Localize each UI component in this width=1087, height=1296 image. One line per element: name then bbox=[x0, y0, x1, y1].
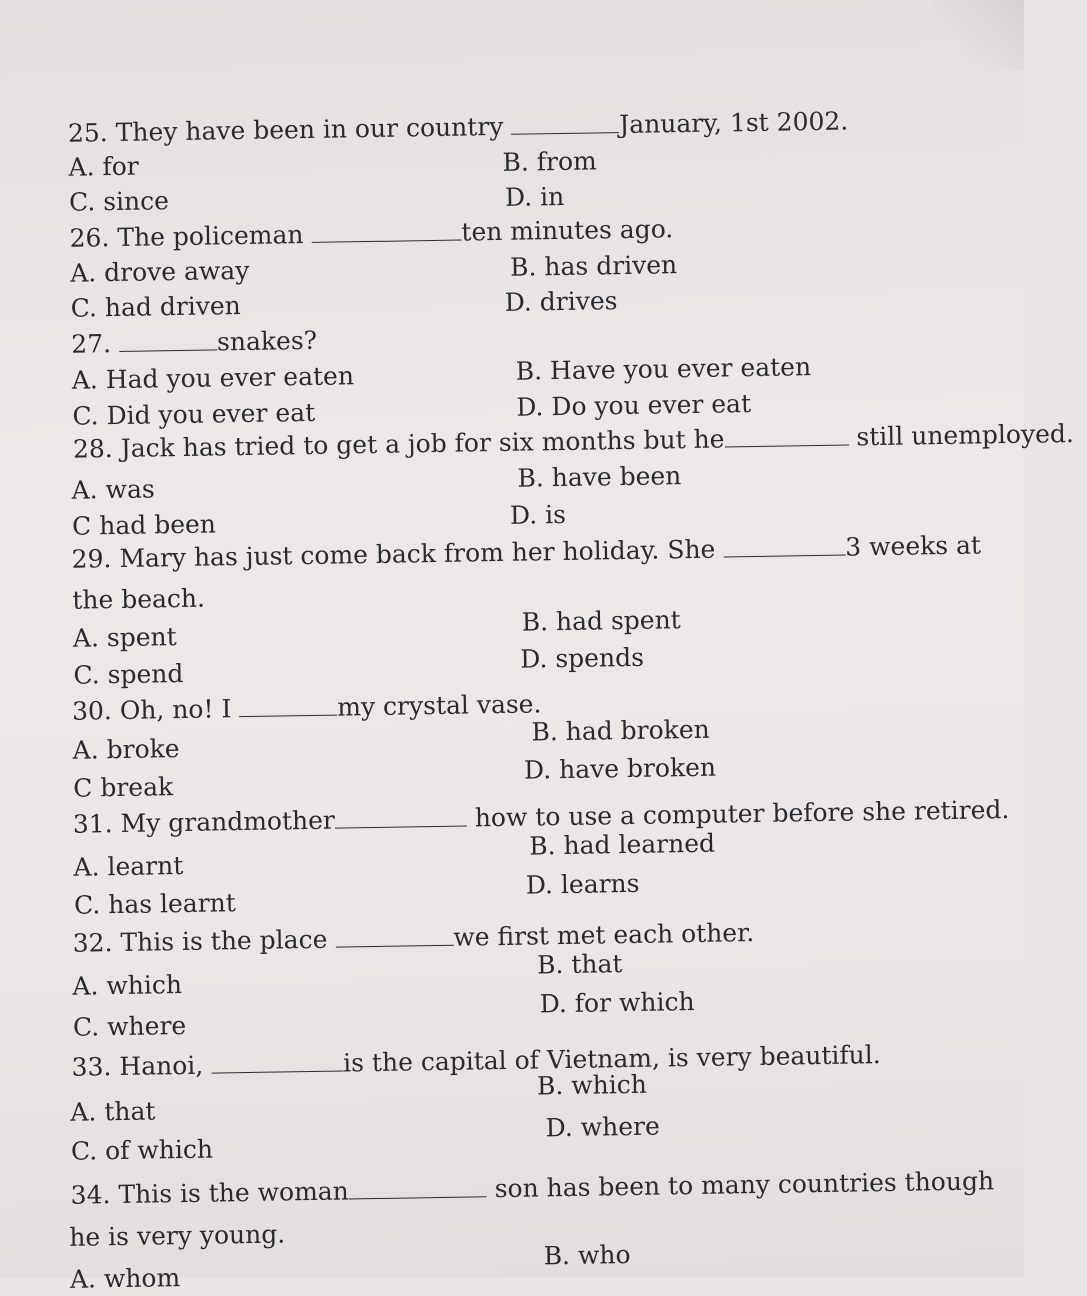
answer-blank[interactable] bbox=[724, 423, 848, 448]
option-d[interactable]: D. spends bbox=[520, 642, 645, 674]
option-a[interactable]: A. whom bbox=[69, 1263, 181, 1294]
option-a[interactable]: A. which bbox=[72, 970, 183, 1001]
question-32 bbox=[72, 918, 754, 959]
option-a[interactable]: A. for bbox=[68, 151, 139, 182]
question-25 bbox=[68, 106, 849, 148]
option-d[interactable]: D. have broken bbox=[523, 752, 717, 785]
option-c[interactable]: C had been bbox=[71, 509, 217, 541]
question-text-after: son has been to many countries though bbox=[494, 1166, 995, 1204]
option-b[interactable]: B. from bbox=[502, 146, 597, 177]
option-a[interactable]: A. drove away bbox=[69, 255, 250, 288]
option-d[interactable]: D. learns bbox=[525, 868, 640, 900]
option-c[interactable]: C. spend bbox=[73, 658, 184, 690]
answer-blank[interactable] bbox=[119, 327, 217, 352]
question-number: 30. bbox=[71, 696, 113, 726]
question-text-after: January, 1st 2002. bbox=[619, 106, 849, 140]
question-text-after: snakes? bbox=[216, 325, 318, 357]
question-text-before: Hanoi, bbox=[119, 1050, 204, 1082]
option-b[interactable]: B. had spent bbox=[521, 605, 681, 637]
answer-blank[interactable] bbox=[335, 804, 467, 829]
question-text-after: ten minutes ago. bbox=[461, 214, 674, 247]
question-text-before: Jack has tried to get a job for six months but he bbox=[120, 424, 725, 463]
question-number: 26. bbox=[69, 223, 110, 253]
option-b[interactable]: B. had learned bbox=[529, 828, 716, 861]
answer-blank[interactable] bbox=[349, 1174, 487, 1199]
answer-blank[interactable] bbox=[335, 923, 453, 948]
question-text-before: My grandmother bbox=[120, 805, 336, 838]
question-34 bbox=[70, 1166, 994, 1211]
question-33 bbox=[71, 1040, 881, 1083]
question-text-after: how to use a computer before she retired. bbox=[474, 795, 1010, 833]
option-b[interactable]: B. that bbox=[536, 949, 623, 980]
question-26 bbox=[69, 214, 673, 253]
question-text-before: This is the place bbox=[120, 924, 328, 957]
answer-blank[interactable] bbox=[211, 1049, 343, 1074]
option-c[interactable]: C. where bbox=[72, 1010, 187, 1042]
option-c[interactable]: C break bbox=[73, 772, 174, 803]
question-27 bbox=[71, 326, 317, 360]
option-a[interactable]: A. was bbox=[71, 474, 155, 505]
option-d[interactable]: D. is bbox=[509, 499, 567, 530]
option-a[interactable]: A. broke bbox=[72, 734, 180, 765]
question-text-before: This is the woman bbox=[118, 1176, 350, 1210]
option-a[interactable]: A. spent bbox=[72, 622, 177, 653]
option-a[interactable]: A. that bbox=[70, 1096, 156, 1127]
question-text-after: 3 weeks at bbox=[845, 530, 982, 562]
option-b[interactable]: B. has driven bbox=[509, 250, 678, 282]
option-a[interactable]: A. Had you ever eaten bbox=[71, 361, 355, 395]
option-d[interactable]: D. in bbox=[504, 181, 565, 212]
answer-blank[interactable] bbox=[311, 218, 461, 243]
option-c[interactable]: C. has learnt bbox=[73, 888, 237, 920]
question-number: 29. bbox=[71, 544, 112, 574]
question-text-after: we first met each other. bbox=[453, 918, 755, 952]
option-b[interactable]: B. had broken bbox=[531, 714, 710, 747]
question-30 bbox=[72, 689, 542, 726]
question-number: 32. bbox=[72, 928, 113, 958]
option-d[interactable]: D. where bbox=[545, 1111, 660, 1143]
question-number: 27. bbox=[71, 329, 112, 359]
question-text-after: my crystal vase. bbox=[337, 689, 542, 722]
question-number: 25. bbox=[67, 118, 108, 148]
question-text-after: is the capital of Vietnam, is very beautiful. bbox=[342, 1040, 881, 1078]
question-29-continuation: the beach. bbox=[72, 583, 206, 615]
question-text-before: They have been in our country bbox=[115, 111, 504, 147]
question-number: 33. bbox=[71, 1052, 112, 1082]
option-c[interactable]: C. Did you ever eat bbox=[72, 397, 316, 431]
question-number: 34. bbox=[70, 1180, 111, 1210]
question-text-before: Oh, no! I bbox=[119, 694, 232, 725]
option-b[interactable]: B. which bbox=[536, 1069, 648, 1101]
option-d[interactable]: D. for which bbox=[539, 986, 695, 1019]
answer-blank[interactable] bbox=[239, 693, 337, 718]
option-a[interactable]: A. learnt bbox=[73, 851, 184, 882]
option-c[interactable]: C. had driven bbox=[70, 291, 242, 323]
question-text-after: still unemployed. bbox=[856, 418, 1075, 452]
question-34-continuation: he is very young. bbox=[69, 1219, 286, 1252]
answer-blank[interactable] bbox=[511, 110, 619, 135]
option-c[interactable]: C. of which bbox=[70, 1134, 214, 1166]
answer-blank[interactable] bbox=[723, 533, 845, 558]
option-b[interactable]: B. who bbox=[543, 1240, 631, 1271]
option-d[interactable]: D. Do you ever eat bbox=[516, 389, 752, 422]
question-number: 28. bbox=[72, 434, 113, 464]
option-d[interactable]: D. drives bbox=[504, 286, 618, 317]
option-b[interactable]: B. have been bbox=[517, 461, 682, 493]
question-text-before: Mary has just come back from her holiday. She bbox=[119, 534, 716, 573]
question-number: 31. bbox=[72, 809, 113, 839]
option-b[interactable]: B. Have you ever eaten bbox=[515, 352, 812, 386]
question-text-before: The policeman bbox=[117, 220, 304, 252]
option-c[interactable]: C. since bbox=[68, 186, 170, 217]
